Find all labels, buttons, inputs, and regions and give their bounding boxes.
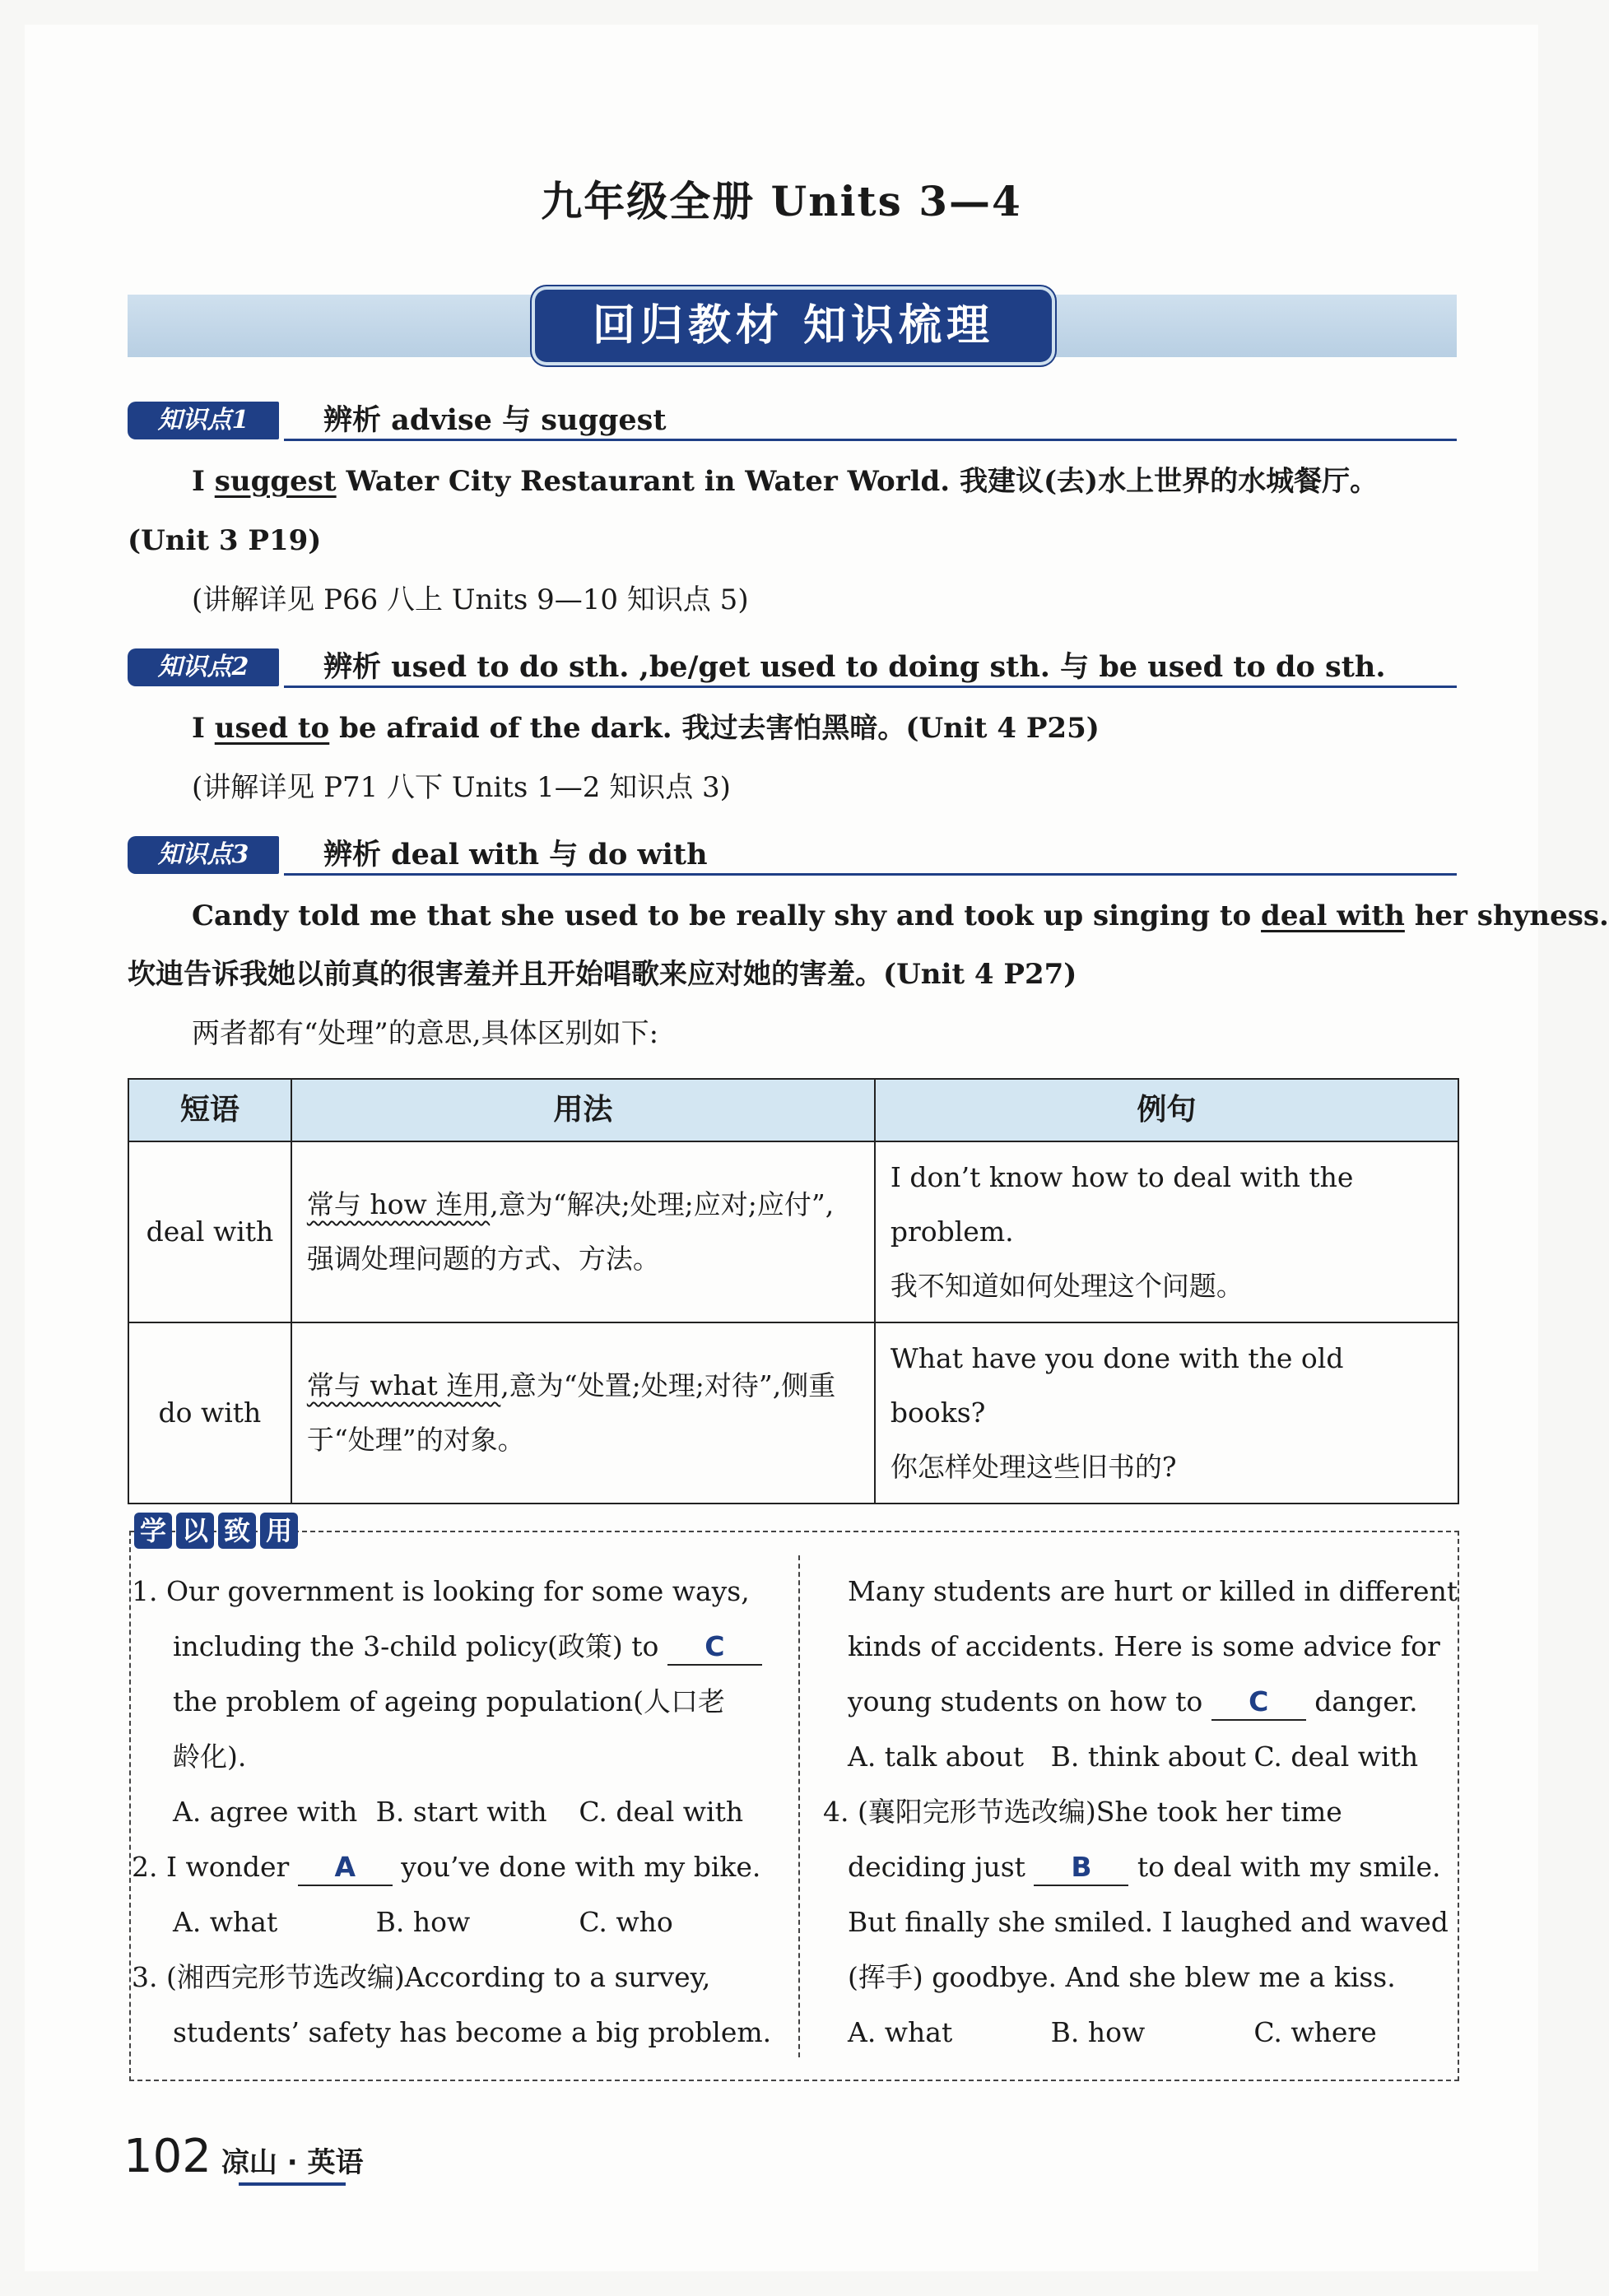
kp1-key-phrase: suggest	[214, 465, 337, 498]
page-footer	[123, 2130, 363, 2183]
option: C. where	[1253, 2016, 1377, 2048]
practice-right-column	[823, 1564, 1457, 2060]
table-row	[128, 1322, 1458, 1504]
question-4-options	[823, 2005, 1457, 2060]
question-4-line: (挥手) goodbye. And she blew me a kiss.	[848, 1961, 1396, 1993]
question-2-line	[132, 1839, 782, 1894]
knowledge-point-tag: 知识点2	[128, 648, 279, 686]
kp2-reference: (讲解详见 P71 八下 Units 1—2 知识点 3)	[192, 771, 731, 804]
question-3-line: Many students are hurt or killed in different	[848, 1575, 1458, 1607]
question-3-line: students’ safety has become a big problem.	[173, 2016, 772, 2048]
example-english: I don’t know how to deal with the problem.	[890, 1161, 1354, 1248]
question-3-line: 3. (湘西完形节选改编)According to a survey,	[132, 1961, 711, 1993]
usage-cell	[291, 1141, 875, 1322]
question-1-line: 龄化).	[173, 1741, 247, 1773]
knowledge-point-heading: 辨析 deal with 与 do with	[323, 838, 708, 871]
option: A. what	[173, 1906, 278, 1938]
footer-subtitle: 凉山 · 英语	[221, 2146, 364, 2179]
section-banner: 回归教材 知识梳理	[535, 290, 1052, 362]
table-header-row	[128, 1079, 1458, 1141]
usage-key: 常与 what 连用	[306, 1369, 501, 1401]
kp3-key-phrase: deal with	[1261, 899, 1405, 932]
column-divider	[798, 1555, 800, 2057]
answer-blank: C	[1211, 1685, 1306, 1721]
knowledge-point-tag: 知识点1	[128, 402, 279, 439]
usage-rest: ,意为“解决;处理;应对;应付”,强调处理问题的方式、方法。	[306, 1188, 835, 1275]
practice-tag-char: 学	[134, 1513, 172, 1549]
kp1-sentence-end: Water City Restaurant in Water World. 我建议(去)水上世界的水城餐厅。	[336, 465, 1379, 498]
kp1-sentence	[192, 462, 1378, 501]
answer-blank: C	[667, 1629, 762, 1666]
question-1-line	[132, 1619, 782, 1674]
option: B. how	[375, 1906, 471, 1938]
usage-key: 常与 how 连用	[306, 1188, 491, 1220]
option: B. how	[1050, 2016, 1146, 2048]
option: C. who	[579, 1906, 673, 1938]
practice-tag-char: 以	[176, 1513, 214, 1549]
question-3-text: young students on how to	[848, 1685, 1211, 1717]
usage-cell	[291, 1322, 875, 1504]
page-title: 九年级全册 Units 3—4	[541, 177, 1022, 225]
question-4-line: But finally she smiled. I laughed and waved	[848, 1906, 1449, 1938]
knowledge-point-3-header	[128, 836, 1457, 876]
phrase-cell: do with	[128, 1322, 291, 1504]
heading-rule	[284, 439, 1457, 441]
knowledge-point-2-header	[128, 648, 1457, 688]
question-3-line: kinds of accidents. Here is some advice for	[848, 1630, 1440, 1662]
kp1-reference: (讲解详见 P66 八上 Units 9—10 知识点 5)	[192, 583, 749, 616]
example-chinese: 你怎样处理这些旧书的?	[890, 1451, 1177, 1483]
kp3-sentence-end: her shyness.	[1404, 899, 1609, 932]
usage-rest: ,意为“处置;处理;对待”,侧重于“处理”的对象。	[306, 1369, 836, 1456]
option: B. think about	[1050, 1741, 1246, 1773]
example-english: What have you done with the old books?	[890, 1342, 1344, 1429]
practice-tag-char: 用	[260, 1513, 298, 1549]
table-row	[128, 1141, 1458, 1322]
option: A. what	[848, 2016, 953, 2048]
question-4-line: 4. (襄阳完形节选改编)She took her time	[823, 1796, 1342, 1828]
question-2-text: 2. I wonder	[132, 1851, 298, 1883]
question-4-text: to deal with my smile.	[1128, 1851, 1441, 1883]
practice-tag	[134, 1513, 298, 1549]
footer-underline	[239, 2182, 346, 2186]
question-1-text: including the 3-child policy(政策) to	[173, 1630, 667, 1662]
table-header-cell: 短语	[128, 1079, 291, 1141]
answer-blank: B	[1034, 1850, 1128, 1886]
table-header-cell: 例句	[875, 1079, 1458, 1141]
comparison-table	[128, 1078, 1459, 1504]
kp3-intro: 两者都有“处理”的意思,具体区别如下:	[192, 1017, 659, 1050]
knowledge-point-heading: 辨析 advise 与 suggest	[323, 403, 667, 437]
phrase-cell: deal with	[128, 1141, 291, 1322]
question-2-options	[132, 1894, 782, 1950]
kp2-sentence-end: be afraid of the dark. 我过去害怕黑暗。(Unit 4 P25)	[329, 712, 1100, 745]
heading-rule	[284, 873, 1457, 876]
practice-left-column	[132, 1564, 782, 2060]
kp2-sentence-start: I	[192, 712, 215, 745]
option: A. talk about	[848, 1741, 1024, 1773]
option: B. start with	[375, 1796, 547, 1828]
option: A. agree with	[173, 1796, 358, 1828]
question-4-text: deciding just	[848, 1851, 1035, 1883]
kp3-translation: 坎迪告诉我她以前真的很害羞并且开始唱歌来应对她的害羞。(Unit 4 P27)	[128, 958, 1077, 991]
practice-tag-char: 致	[218, 1513, 256, 1549]
example-cell	[875, 1322, 1458, 1504]
question-1-options	[132, 1784, 782, 1839]
question-1-line: the problem of ageing population(人口老	[173, 1685, 726, 1717]
knowledge-point-heading: 辨析 used to do sth. ,be/get used to doing sth. 与 be used to do sth.	[323, 650, 1386, 684]
kp2-sentence	[192, 709, 1100, 748]
option: C. deal with	[1253, 1741, 1419, 1773]
example-cell	[875, 1141, 1458, 1322]
kp1-source: (Unit 3 P19)	[128, 524, 322, 557]
question-1-line: 1. Our government is looking for some ways,	[132, 1575, 750, 1607]
kp3-sentence-start: Candy told me that she used to be really shy and took up singing to	[192, 899, 1262, 932]
page-number: 102	[123, 2130, 212, 2183]
table-header-cell: 用法	[291, 1079, 875, 1141]
knowledge-point-tag: 知识点3	[128, 836, 279, 874]
answer-blank: A	[298, 1850, 393, 1886]
question-4-line	[823, 1839, 1457, 1894]
question-3-text: danger.	[1305, 1685, 1418, 1717]
kp2-key-phrase: used to	[214, 712, 330, 745]
question-3-options	[823, 1729, 1457, 1784]
option: C. deal with	[579, 1796, 744, 1828]
example-chinese: 我不知道如何处理这个问题。	[890, 1270, 1244, 1302]
question-3-line	[823, 1674, 1457, 1729]
kp1-sentence-start: I	[192, 465, 215, 498]
knowledge-point-1-header	[128, 402, 1457, 441]
question-2-text: you’ve done with my bike.	[392, 1851, 761, 1883]
kp3-sentence	[192, 896, 1609, 936]
heading-rule	[284, 686, 1457, 688]
